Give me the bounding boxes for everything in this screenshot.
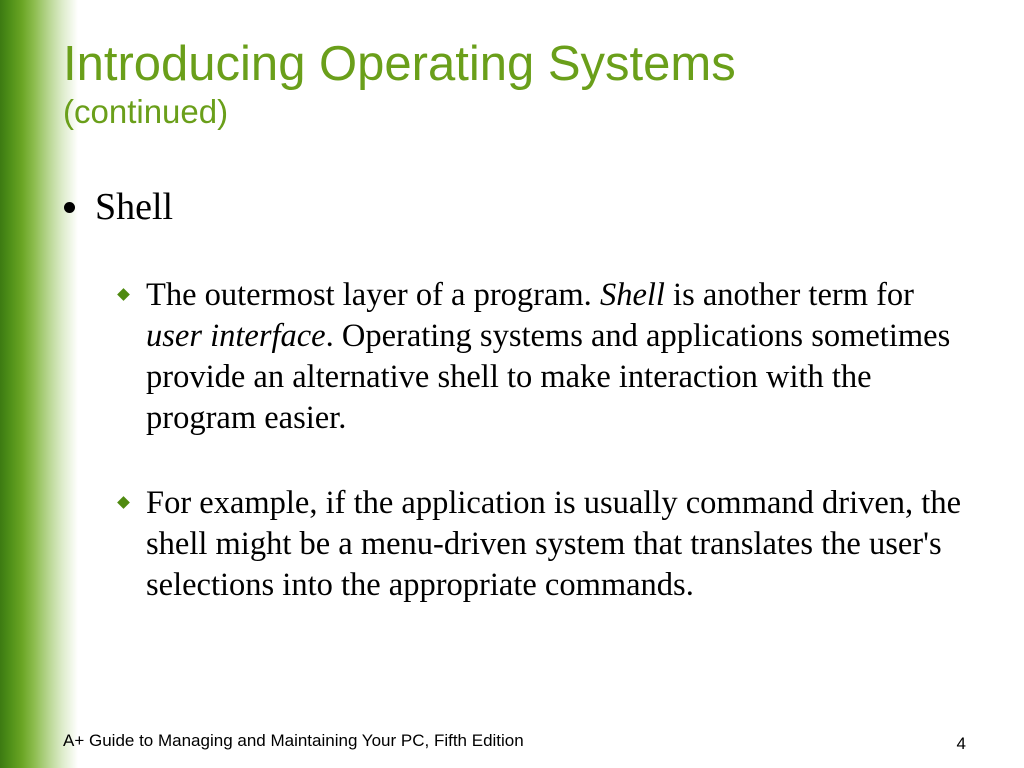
slide-title bbox=[63, 37, 736, 130]
sub-bullet-example-text: For example, if the application is usually command driven, the shell might be a menu-driven system that translates the user's selections into the appropriate commands. bbox=[146, 485, 962, 603]
diamond-bullet-icon bbox=[117, 496, 130, 509]
title-continued: (continued) bbox=[63, 93, 229, 130]
footer-book-title: A+ Guide to Managing and Maintaining Your PC, Fifth Edition bbox=[63, 731, 524, 750]
bullet-shell-label: Shell bbox=[95, 186, 174, 228]
sub-bullet-definition bbox=[112, 275, 972, 439]
definition-part-1: The outermost layer of a program. bbox=[146, 277, 600, 313]
diamond-bullet-icon bbox=[117, 288, 130, 301]
definition-part-2: is another term for bbox=[664, 277, 915, 313]
bullet-shell bbox=[64, 186, 173, 230]
sub-bullet-definition-text bbox=[146, 275, 972, 439]
title-text: Introducing Operating Systems bbox=[63, 37, 736, 91]
bullet-dot-icon bbox=[64, 202, 75, 213]
definition-part-3: . Operating systems and applications sometimes provide an alternative shell to make interaction with the program easier. bbox=[146, 318, 951, 436]
definition-term-user-interface: user interface bbox=[146, 318, 326, 354]
sub-bullet-example bbox=[112, 483, 972, 606]
definition-term-shell: Shell bbox=[599, 277, 665, 313]
page-number: 4 bbox=[956, 734, 966, 753]
